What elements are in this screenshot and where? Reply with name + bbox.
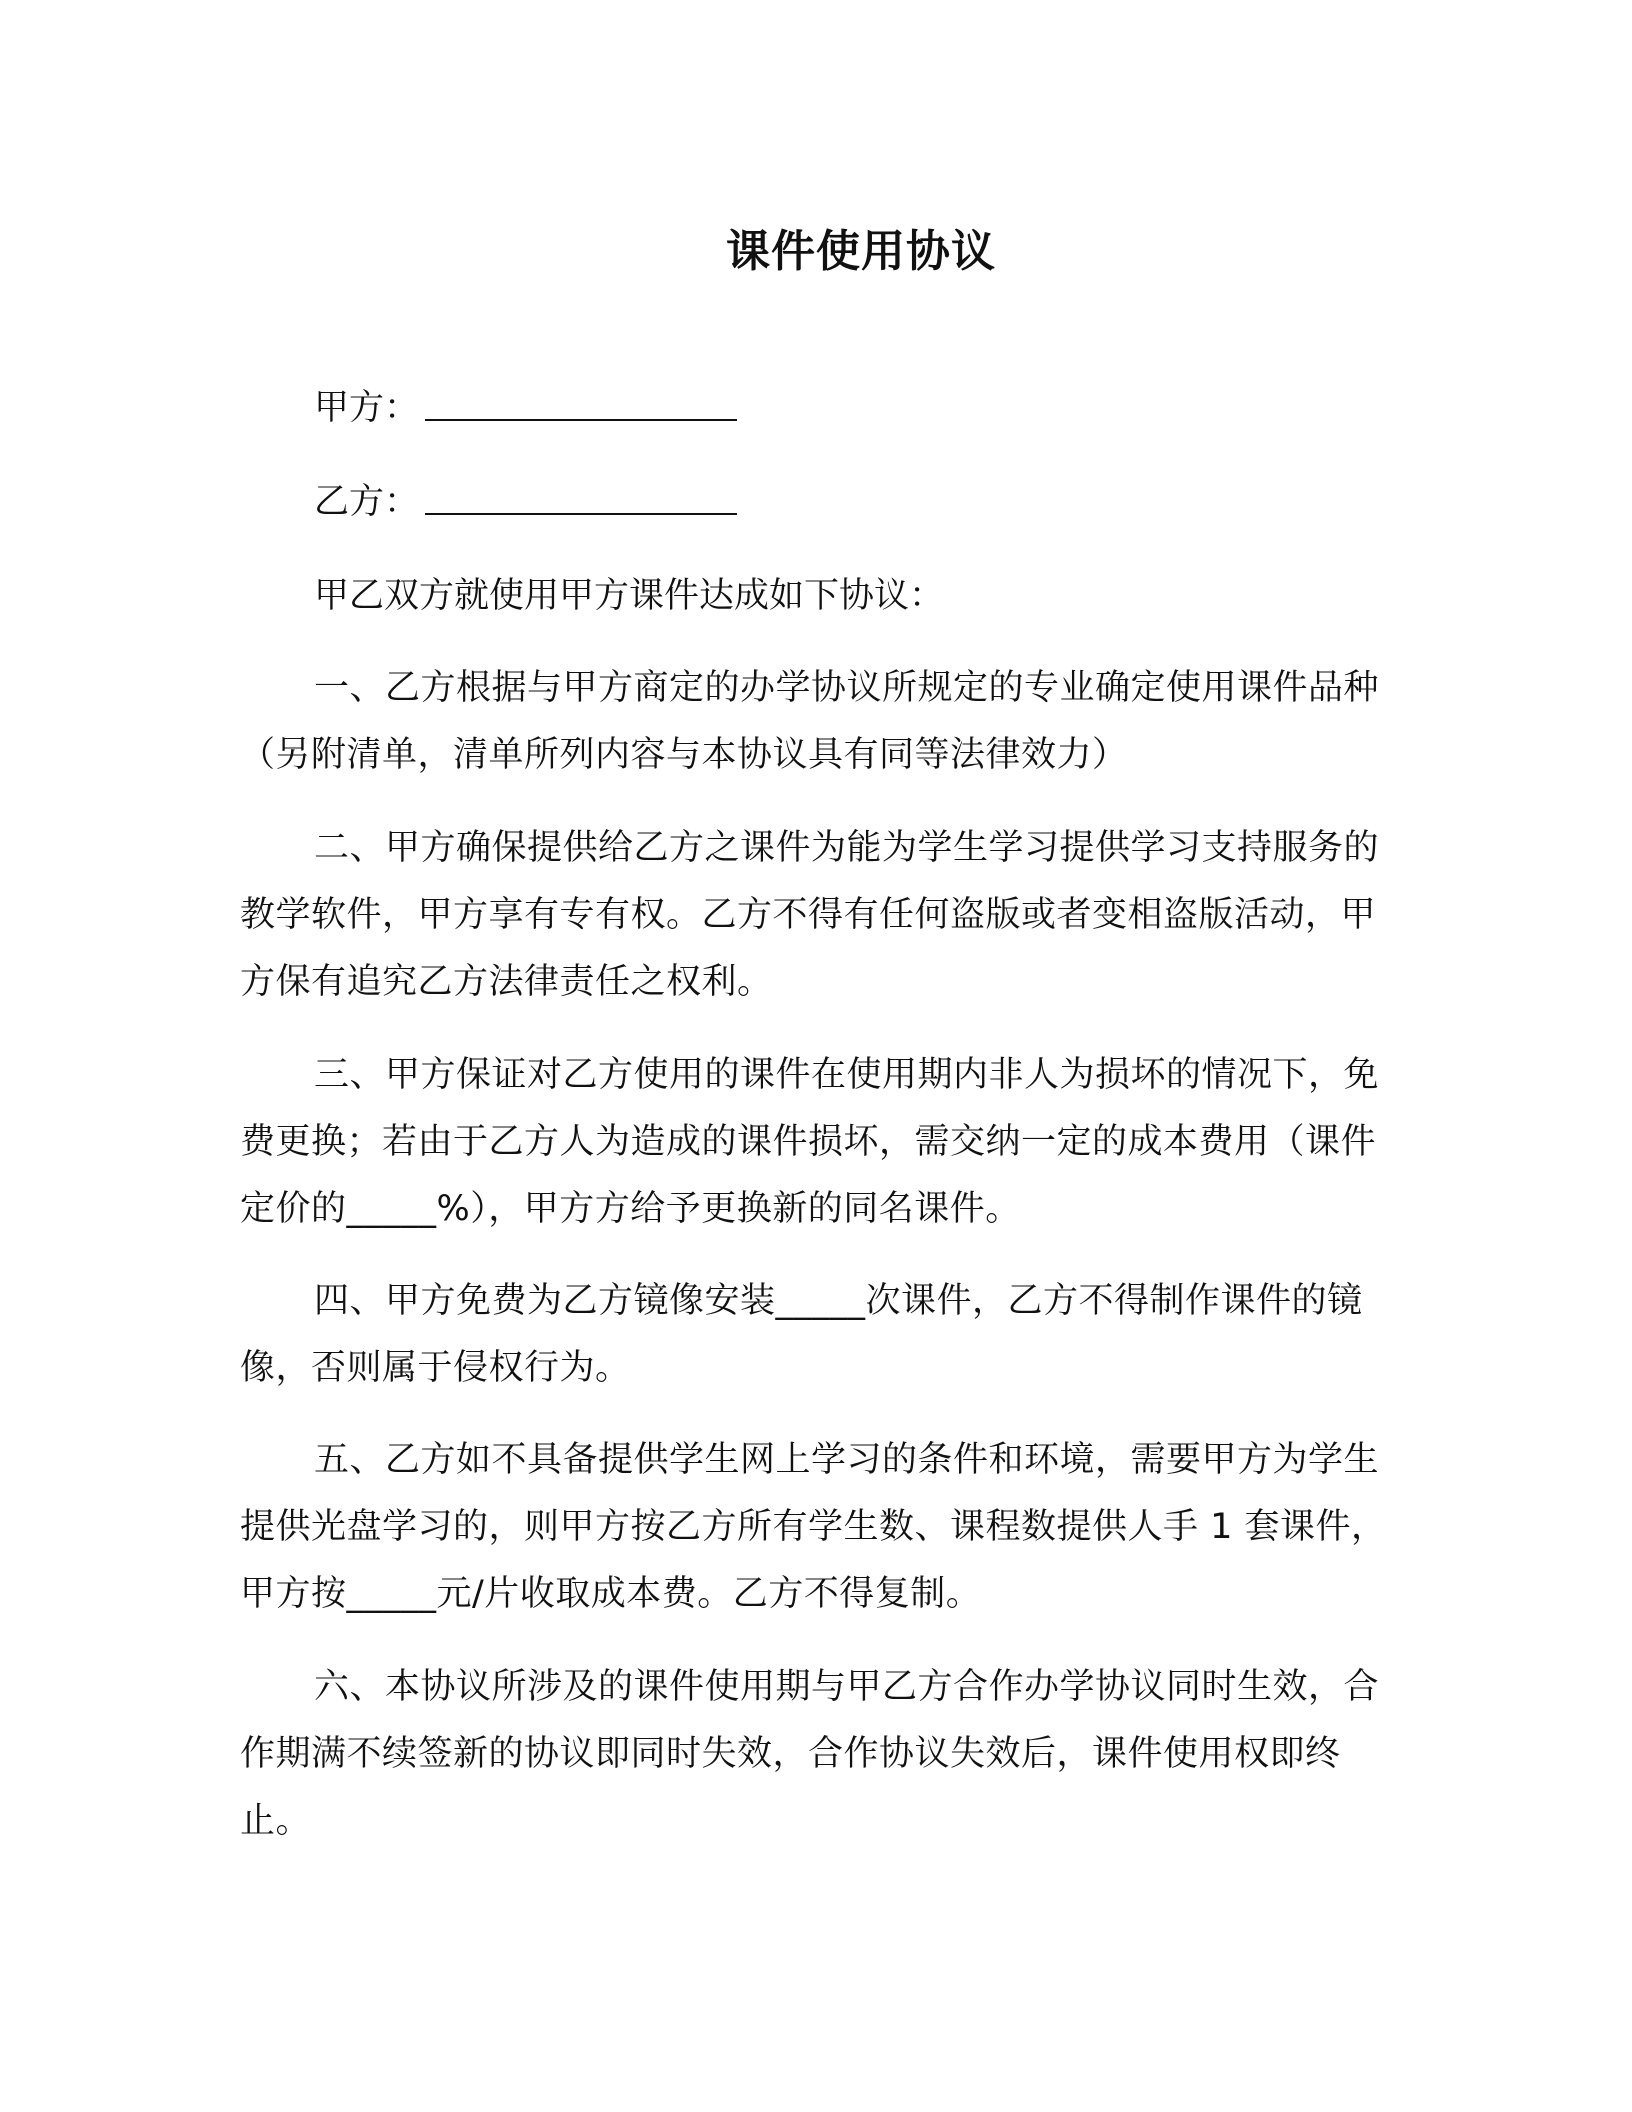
clause-5	[240, 1427, 1392, 1628]
clause-3	[240, 1042, 1392, 1243]
party-a-blank[interactable]	[425, 385, 737, 421]
clause-4-text: 四、甲方免费为乙方镜像安装_____次课件，乙方不得制作课件的镜像，否则属于侵权行为。	[240, 1281, 1363, 1388]
document-title: 课件使用协议	[726, 226, 996, 277]
clause-4	[240, 1268, 1392, 1402]
party-b-blank[interactable]	[425, 479, 737, 515]
clause-1-text: 一、乙方根据与甲方商定的办学协议所规定的专业确定使用课件品种（另附清单，清单所列内容与本协议具有同等法律效力）	[240, 668, 1380, 775]
clause-2-text: 二、甲方确保提供给乙方之课件为能为学生学习提供学习支持服务的教学软件，甲方享有专有权。乙方不得有任何盗版或者变相盗版活动，甲方保有追究乙方法律责任之权利。	[240, 828, 1380, 1002]
clause-2	[240, 815, 1392, 1016]
party-b-line	[314, 472, 737, 532]
clause-3-text: 三、甲方保证对乙方使用的课件在使用期内非人为损坏的情况下，免费更换；若由于乙方人为造成的课件损坏，需交纳一定的成本费用（课件定价的_____%），甲方方给予更换新的同名课件。	[240, 1055, 1380, 1229]
clause-5-text: 五、乙方如不具备提供学生网上学习的条件和环境，需要甲方为学生提供光盘学习的，则甲方按乙方所有学生数、课程数提供人手 1 套课件，甲方按_____元/片收取成本费。乙方不得复制。	[240, 1440, 1387, 1614]
party-a-line	[314, 378, 737, 438]
clause-1	[240, 655, 1392, 789]
party-b-label: 乙方：	[314, 482, 420, 522]
party-a-label: 甲方：	[314, 388, 420, 428]
clause-6	[240, 1654, 1392, 1855]
clause-6-text: 六、本协议所涉及的课件使用期与甲乙方合作办学协议同时生效，合作期满不续签新的协议即同时失效，合作协议失效后，课件使用权即终止。	[240, 1667, 1380, 1841]
intro-text: 甲乙双方就使用甲方课件达成如下协议：	[314, 576, 945, 616]
